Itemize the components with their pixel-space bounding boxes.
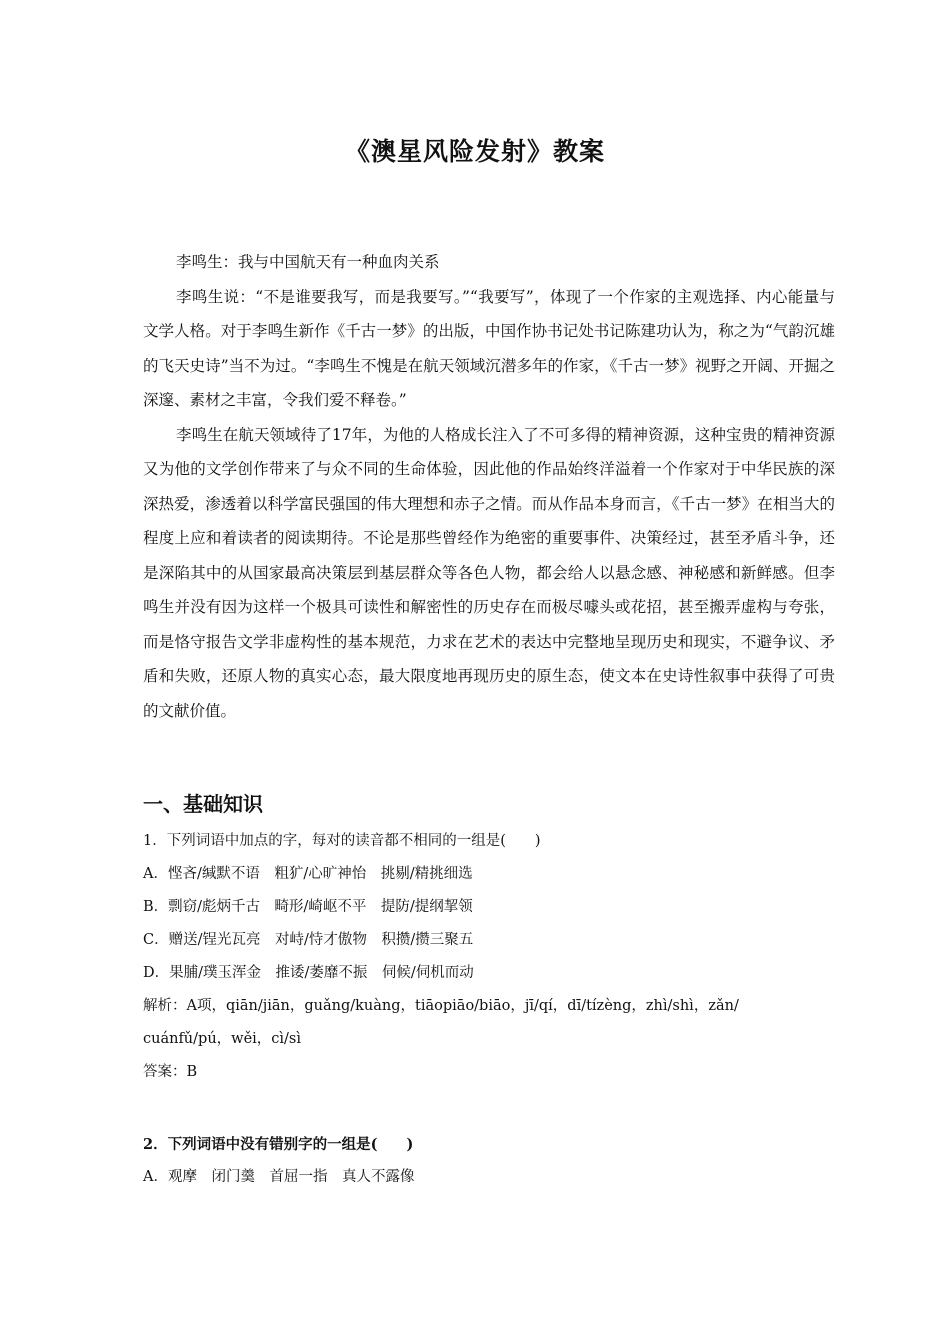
question-1-option-b: B．剽窃/彪炳千古 畸形/崎岖不平 提防/提纲挈领 xyxy=(143,899,473,915)
question-1-option-c: C．赠送/锃光瓦亮 对峙/恃才傲物 积攒/攒三聚五 xyxy=(143,932,474,948)
question-1-analysis-line-1: 解析：A项，qiān/jiān，guǎng/kuàng，tiāopiāo/biāo，jī/qí，dī/tízèng，zhì/shì，zǎn/ xyxy=(143,998,739,1014)
question-1-stem: 1．下列词语中加点的字，每对的读音都不相同的一组是( ) xyxy=(143,833,541,849)
section-heading-basics: 一、基础知识 xyxy=(143,792,263,816)
question-2-stem: 2．下列词语中没有错别字的一组是( ) xyxy=(143,1136,414,1153)
intro-paragraph-2: 李鸣生在航天领域待了17年，为他的人格成长注入了不可多得的精神资源，这种宝贵的精神资源又为他的文学创作带来了与众不同的生命体验，因此他的作品始终洋溢着一个作家对于中华民族的深深热爱，渗透着以科学富民强国的伟大理想和赤子之情。而从作品本身而言，《千古一梦》在相当大的程度上应和着读者的阅读期待。不论是那些曾经作为绝密的重要事件、决策经过，甚至矛盾斗争，还是深陷其中的从国家最高决策层到基层群众等各色人物，都会给人以悬念感、神秘感和新鲜感。但李鸣生并没有因为这样一个极具可读性和解密性的历史存在而极尽噱头或花招，甚至搬弄虚构与夸张，而是恪守报告文学非虚构性的基本规范，力求在艺术的表达中完整地呈现历史和现实，不避争议、矛盾和失败，还原人物的真实心态，最大限度地再现历史的原生态，使文本在史诗性叙事中获得了可贵的文献价值。 xyxy=(143,425,835,720)
question-1-answer: 答案：B xyxy=(143,1064,198,1080)
intro-subhead: 李鸣生：我与中国航天有一种血肉关系 xyxy=(176,253,440,271)
question-1-option-a: A．悭吝/缄默不语 粗犷/心旷神怡 挑剔/精挑细选 xyxy=(143,866,473,882)
intro-text xyxy=(143,245,835,728)
question-1-analysis-line-2: cuánfǔ/pú，wěi，cì/sì xyxy=(143,1031,302,1047)
intro-paragraph-1: 李鸣生说：“不是谁要我写，而是我要写。”“我要写”，体现了一个作家的主观选择、内心能量与文学人格。对于李鸣生新作《千古一梦》的出版，中国作协书记处书记陈建功认为，称之为“气韵沉雄的飞天史诗”当不为过。“李鸣生不愧是在航天领域沉潜多年的作家，《千古一梦》视野之开阔、开掘之深邃、素材之丰富，令我们爱不释卷。” xyxy=(143,287,835,409)
question-1 xyxy=(143,825,843,1089)
question-2-option-a: A．观摩 闭门羹 首屈一指 真人不露像 xyxy=(143,1169,415,1185)
question-1-option-d: D．果脯/璞玉浑金 推诿/萎靡不振 伺候/伺机而动 xyxy=(143,965,474,981)
question-2 xyxy=(143,1128,843,1194)
document-title: 《澳星风险发射》教案 xyxy=(344,137,605,166)
